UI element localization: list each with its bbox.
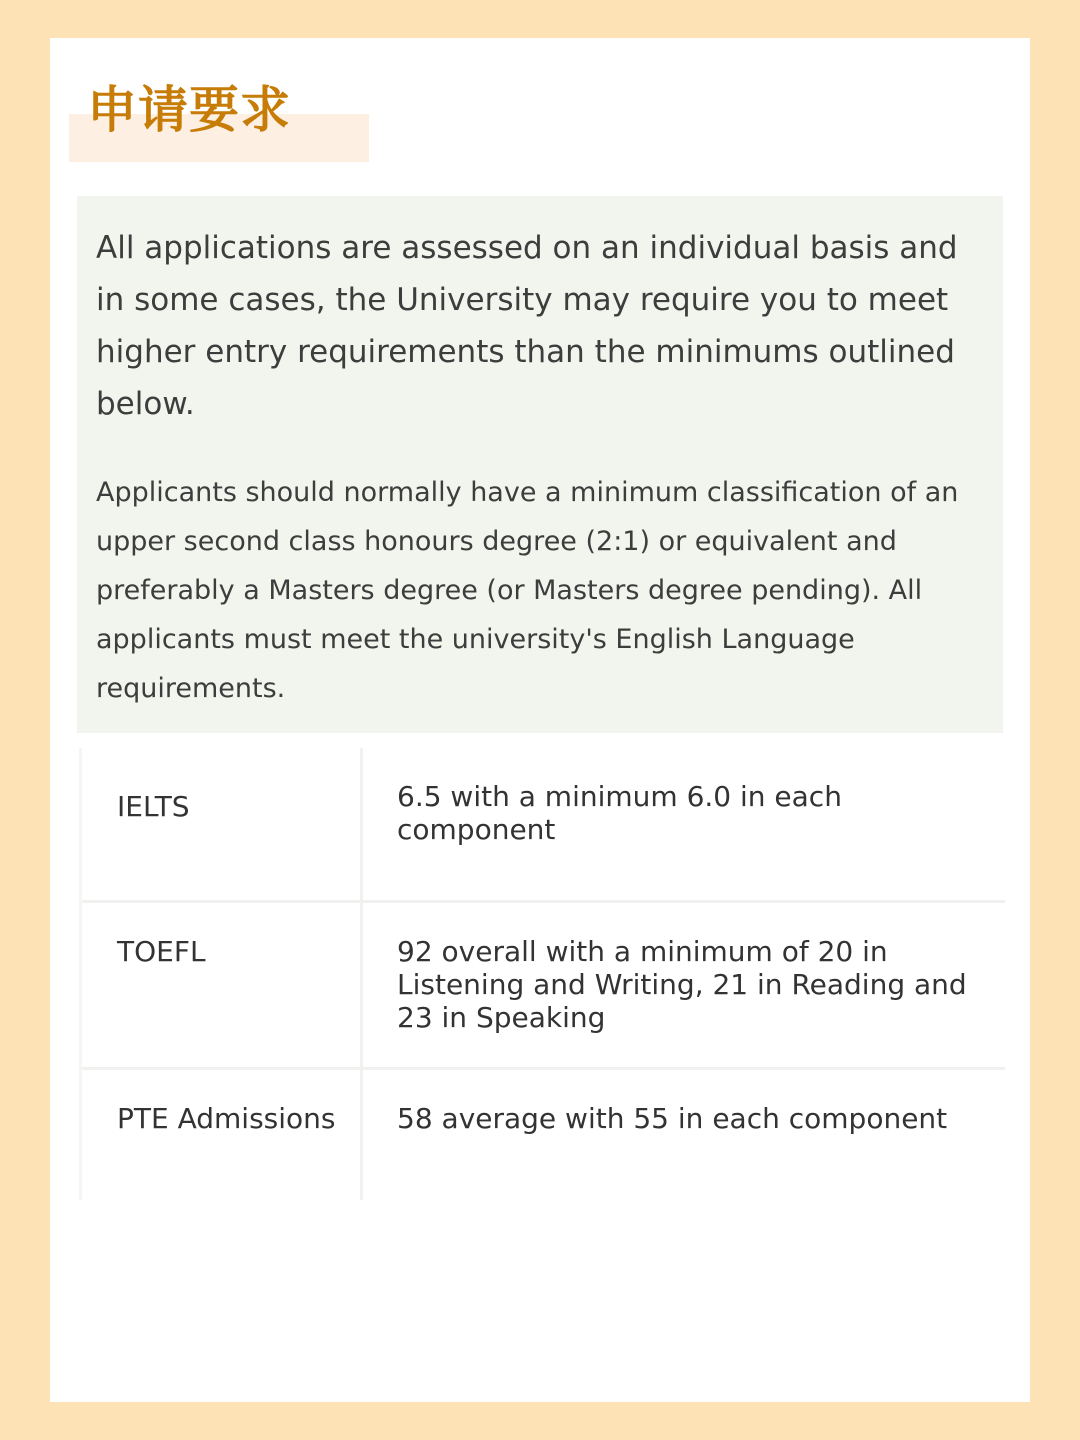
test-name: TOEFL [81,901,362,1068]
table-row [81,901,1005,1068]
table-row [81,1068,1005,1200]
english-requirements-table [79,748,1005,1200]
test-name: IELTS [81,748,362,901]
content-card [50,38,1030,1402]
page-title: 申请要求 [87,81,291,139]
test-requirement: 58 average with 55 in each component [362,1068,1005,1200]
test-name: PTE Admissions [81,1068,362,1200]
test-requirement: 6.5 with a minimum 6.0 in each component [397,780,842,846]
intro-box [77,196,1003,733]
table-row [81,748,1005,901]
intro-paragraph-degree: Applicants should normally have a minimum classification of an upper second class honours degree (2:1) or equivalent and preferably a Masters degree (or Masters degree pending). All applicants must meet the university's English Language requirements. [96,477,959,704]
intro-paragraph-assessment: All applications are assessed on an individual basis and in some cases, the University may require you to meet higher entry requirements than the minimums outlined below. [96,230,958,422]
test-requirement: 92 overall with a minimum of 20 in Listening and Writing, 21 in Reading and 23 in Speaking [362,901,1005,1068]
